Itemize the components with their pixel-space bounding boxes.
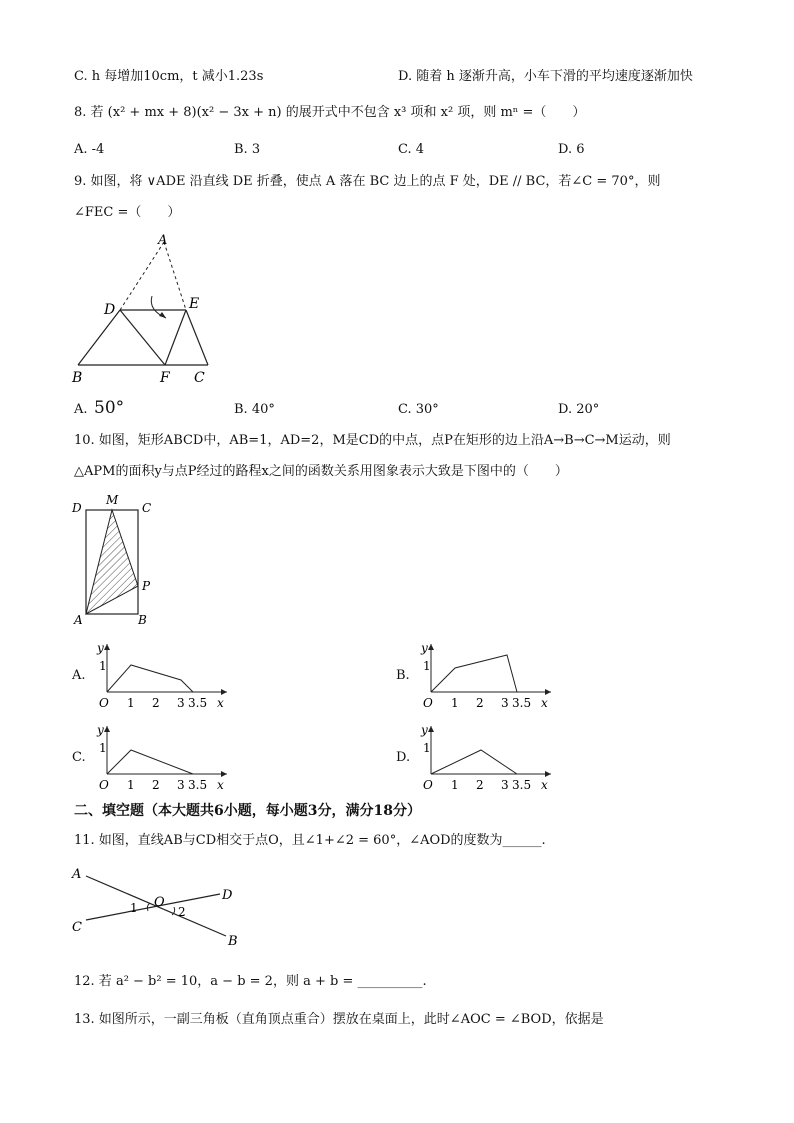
graph-c-tick: 1	[127, 778, 135, 792]
q11-angle-1: 1	[130, 901, 138, 915]
section-heading: 二、填空题（本大题共6小题，每小题3分，满分18分）	[74, 803, 421, 819]
q9-option-b: B. 40°	[234, 402, 275, 417]
graph-b-origin: O	[423, 696, 433, 710]
q8-option-d: D. 6	[558, 142, 585, 157]
graph-b-x-label: x	[541, 696, 548, 710]
q9-label-b: B	[72, 370, 83, 386]
graph-c-y-label: y	[97, 723, 104, 737]
graph-a-one-label: 1	[99, 659, 107, 673]
q11-label-o: O	[154, 895, 165, 910]
graph-a-y-label: y	[97, 641, 104, 655]
q9-label-d: D	[104, 302, 116, 318]
graph-a-tick: 3.5	[188, 696, 208, 710]
q9-label-c: C	[194, 370, 205, 386]
q11-label-b: B	[228, 934, 238, 949]
graph-c-origin: O	[99, 778, 109, 792]
graph-d-origin: O	[423, 778, 433, 792]
graph-b-tick: 2	[476, 696, 484, 710]
graph-c-x-label: x	[217, 778, 224, 792]
q10-label-d: D	[72, 501, 82, 515]
q9-stem-line2: ∠FEC =（ ）	[74, 205, 181, 220]
graph-a-origin: O	[99, 696, 109, 710]
q11-label-a: A	[72, 867, 82, 882]
q10-graph-d-label: D.	[396, 750, 411, 765]
graph-d-one-label: 1	[423, 741, 431, 755]
graph-c-one-label: 1	[99, 741, 107, 755]
q11-intersecting-lines-figure	[68, 862, 248, 952]
q8-stem: 8. 若 (x² + mx + 8)(x² − 3x + n) 的展开式中不包含 x³ 项和 x² 项，则 mⁿ =（ ）	[74, 105, 586, 120]
q10-label-p: P	[142, 579, 151, 593]
q10-label-m: M	[106, 493, 119, 507]
q10-graph-a-label: A.	[72, 668, 86, 683]
q10-label-c: C	[142, 501, 152, 515]
q10-graph-d	[419, 722, 559, 792]
graph-b-tick: 1	[451, 696, 459, 710]
q9-label-a: A	[158, 233, 168, 248]
q9-option-a-value: 50°	[94, 398, 125, 418]
q9-option-d: D. 20°	[558, 402, 600, 417]
q10-graph-b	[419, 640, 559, 710]
q7-option-c: C. h 每增加10cm，t 减小1.23s	[74, 69, 264, 84]
q9-option-c: C. 30°	[398, 402, 439, 417]
q10-graph-b-label: B.	[396, 668, 410, 683]
graph-a-tick: 2	[152, 696, 160, 710]
graph-d-x-label: x	[541, 778, 548, 792]
graph-d-y-label: y	[421, 723, 428, 737]
graph-c-tick: 3	[177, 778, 185, 792]
q11-stem: 11. 如图，直线AB与CD相交于点O，且∠1+∠2 = 60°，∠AOD的度数为______.	[74, 833, 546, 848]
q10-graph-a	[95, 640, 235, 710]
graph-b-tick: 3.5	[512, 696, 532, 710]
q10-stem-line2: △APM的面积y与点P经过的路程x之间的函数关系用图象表示大致是下图中的（ ）	[74, 464, 568, 479]
q11-angle-2: 2	[178, 905, 186, 919]
graph-b-tick: 3	[501, 696, 509, 710]
q10-graph-c-label: C.	[72, 750, 86, 765]
graph-c-tick: 2	[152, 778, 160, 792]
q9-option-a-label: A.	[74, 402, 88, 417]
q10-stem-line1: 10. 如图，矩形ABCD中，AB=1，AD=2，M是CD的中点，点P在矩形的边上沿A→B→C→M运动，则	[74, 433, 671, 448]
graph-d-tick: 2	[476, 778, 484, 792]
graph-d-tick: 1	[451, 778, 459, 792]
q8-option-c: C. 4	[398, 142, 425, 157]
graph-d-tick: 3	[501, 778, 509, 792]
q10-label-a: A	[74, 613, 83, 627]
q8-option-a: A. -4	[74, 142, 105, 157]
graph-a-tick: 3	[177, 696, 185, 710]
q9-label-f: F	[160, 370, 170, 386]
q11-label-d: D	[222, 888, 233, 903]
graph-a-x-label: x	[217, 696, 224, 710]
q10-rectangle-figure	[68, 490, 168, 630]
q9-triangle-figure	[60, 230, 230, 390]
graph-b-y-label: y	[421, 641, 428, 655]
q7-option-d: D. 随着 h 逐渐升高，小车下滑的平均速度逐渐加快	[398, 69, 693, 84]
graph-a-tick: 1	[127, 696, 135, 710]
q9-label-e: E	[189, 296, 200, 312]
q11-label-c: C	[72, 920, 82, 935]
graph-d-tick: 3.5	[512, 778, 532, 792]
graph-c-tick: 3.5	[188, 778, 208, 792]
q9-stem-line1: 9. 如图，将 ∨ADE 沿直线 DE 折叠，使点 A 落在 BC 边上的点 F 处，DE // BC，若∠C = 70°，则	[74, 174, 661, 189]
q12-stem: 12. 若 a² − b² = 10，a − b = 2，则 a + b = __________.	[74, 974, 427, 989]
q10-label-b: B	[138, 613, 147, 627]
q13-stem: 13. 如图所示，一副三角板（直角顶点重合）摆放在桌面上，此时∠AOC = ∠BOD，依据是	[74, 1012, 604, 1027]
q8-option-b: B. 3	[234, 142, 261, 157]
graph-b-one-label: 1	[423, 659, 431, 673]
q10-graph-c	[95, 722, 235, 792]
